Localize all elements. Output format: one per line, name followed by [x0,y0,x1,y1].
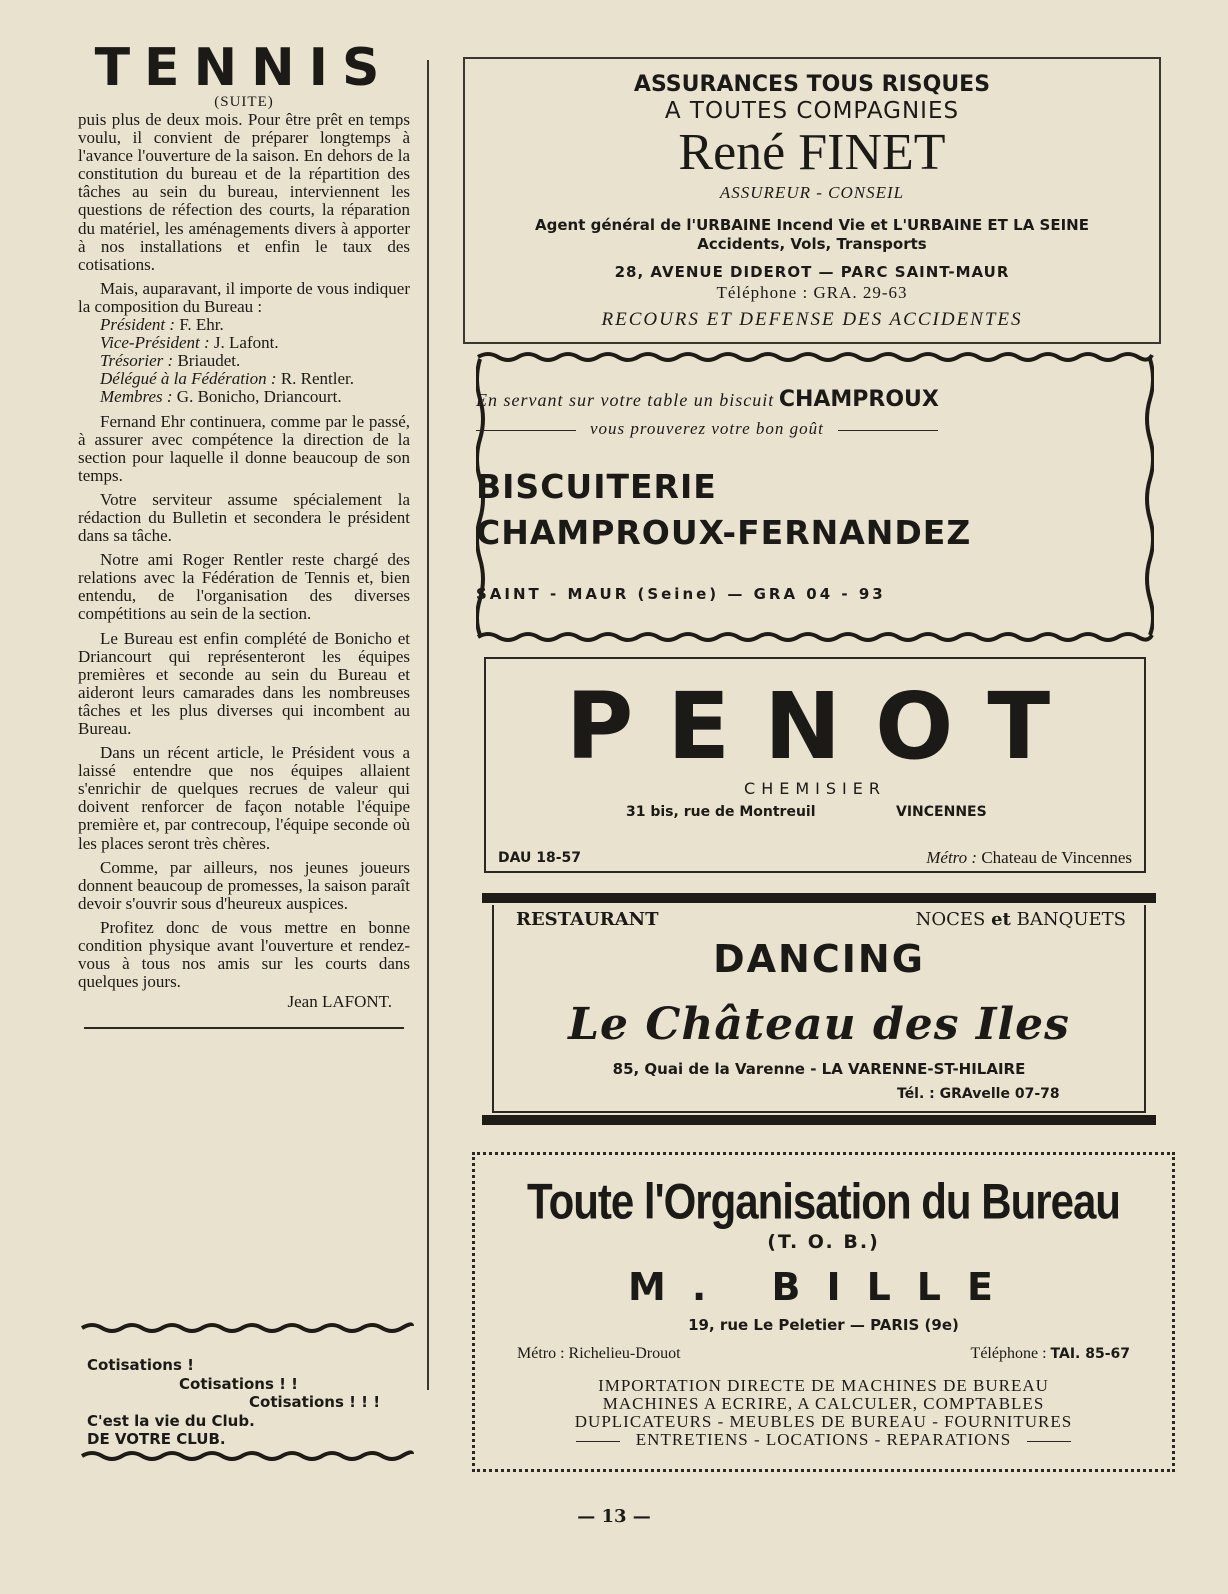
ad-address: SAINT - MAUR (Seine) — GRA 04 - 93 [476,585,886,603]
ad-description [475,1377,1172,1449]
ad-headline: Toute l'Organisation du Bureau [527,1173,1120,1230]
article-paragraph: Le Bureau est enfin complété de Bonicho et Driancourt qui représenteront les équipes premières et seconde au sein du Bureau et aideront leurs camarades dans les nombreuses tâches et les plus diverses qui incombent au Bureau. [78,628,410,738]
column-divider [427,60,429,1390]
article-paragraph: Profitez donc de vous mettre en bonne condition physique avant l'ouverture et rendez-vous à tous nos amis sur les courts dans quelques jours. [78,917,410,992]
metro-station: Chateau de Vincennes [981,848,1132,867]
ad-address: 19, rue Le Peletier — PARIS (9e) [688,1316,959,1334]
ad-metro [926,848,1132,868]
desc-line: DUPLICATEURS - MEUBLES DE BUREAU - FOURNITURES [574,1412,1073,1431]
events-c: BANQUETS [1016,909,1126,930]
ad-agent: Agent général de l'URBAINE Incend Vie et L'URBAINE ET LA SEINE [535,216,1089,234]
ad-agent-lines: Accidents, Vols, Transports [697,235,927,253]
tagline-text: En servant sur votre table un biscuit [476,390,775,410]
ad-name: Le Château des Iles [568,999,1070,1050]
ad-address: 85, Quai de la Varenne - LA VARENNE-ST-HILAIRE [612,1060,1026,1078]
roster-role: Vice-Président : [100,333,210,353]
ad-chateau-des-iles [482,893,1156,1136]
roster-name: G. Bonicho, Driancourt. [176,387,342,407]
ad-phone: DAU 18-57 [498,850,582,866]
tennis-article [78,40,410,1029]
roster-item [100,370,410,388]
desc-line: IMPORTATION DIRECTE DE MACHINES DE BUREAU [598,1376,1049,1395]
wavy-rule-top [78,1320,416,1334]
ad-dancing: DANCING [713,937,925,981]
ad-address: 31 bis, rue de Montreuil [626,804,816,820]
ad-person: M. BILLE [628,1265,1019,1309]
article-paragraph: Votre serviteur assume spécialement la rédaction du Bulletin et secondera le président dans sa tâche. [78,489,410,546]
desc-line-wrap [475,1431,1172,1449]
roster-item [100,316,410,334]
ad-metro: Métro : Richelieu-Drouot [517,1345,681,1362]
cotis-line: DE VOTRE CLUB. [87,1430,226,1448]
ad-headline: ASSURANCES TOUS RISQUES [633,72,991,97]
dash-rule [1027,1441,1071,1442]
ad-headline: BISCUITERIE [476,467,717,506]
roster-name: F. Ehr. [179,315,224,335]
ad-events [916,909,1126,930]
bureau-roster [100,316,410,406]
article-paragraph: puis plus de deux mois. Pour être prêt en temps voulu, il convient de préparer longtemps à l'avance l'ouverture de la saison. En dehors de la constitution du bureau et de la répartition des tâches au sein du bureau, interviennent les questions de réfection des courts, la réparation du matériel, les aménagements divers à apporter à nos installations et enfin le taux des cotisations. [78,110,410,274]
article-paragraph: Fernand Ehr continuera, comme par le passé, à assurer avec compétence la direction de la section pour laquelle il donne beaucoup de son temps. [78,411,410,485]
ad-tagline-2 [476,419,1154,439]
events-b: et [991,909,1011,930]
cotis-line: C'est la vie du Club. [87,1411,255,1430]
ad-finet-insurance [463,57,1161,344]
wavy-rule-bottom [78,1448,416,1462]
ad-role: ASSUREUR - CONSEIL [719,183,905,202]
roster-role: Délégué à la Fédération : [100,369,277,389]
ad-phone [971,1345,1130,1363]
ad-subheadline: A TOUTES COMPAGNIES [664,98,960,124]
ad-penot-shirtmaker [484,657,1146,873]
article-subtitle: (SUITE) [214,94,274,110]
ad-phone: Tél. : GRAvelle 07-78 [897,1086,1060,1102]
roster-name: J. Lafont. [213,333,279,353]
roster-name: R. Rentler. [280,369,355,389]
black-bar-bottom [482,1115,1156,1125]
ad-company: CHAMPROUX-FERNANDEZ [476,513,972,552]
roster-role: Trésorier : [100,351,174,371]
cotis-line: Cotisations ! [87,1356,194,1374]
desc-line: ENTRETIENS - LOCATIONS - REPARATIONS [635,1430,1012,1449]
ad-address: 28, AVENUE DIDEROT — PARC SAINT-MAUR [614,263,1010,281]
ad-restaurant: RESTAURANT [516,909,659,930]
desc-line: MACHINES A ECRIRE, A CALCULER, COMPTABLES [602,1394,1045,1413]
article-paragraph: Comme, par ailleurs, nos jeunes joueurs donnent beaucoup de promesses, la saison paraît devoir s'ouvrir sous d'heureux auspices. [78,857,410,913]
ad-tagline [476,387,1154,412]
ad-city: VINCENNES [896,804,987,820]
tagline-text-2: vous prouverez votre bon goût [590,419,824,438]
events-a: NOCES [915,909,986,930]
ad-tob-office [472,1152,1175,1472]
dash-rule [576,1441,620,1442]
divider [84,1027,404,1029]
cotisations-box [78,1320,416,1470]
article-paragraph: Mais, auparavant, il importe de vous indiquer la composition du Bureau : [78,278,410,316]
cotis-line: Cotisations ! ! ! [249,1393,381,1411]
ad-footer: RECOURS ET DEFENSE DES ACCIDENTES [601,309,1023,330]
black-bar-top [482,893,1156,903]
article-body [78,111,410,1029]
cotis-line: Cotisations ! ! [179,1374,299,1393]
article-paragraph: Dans un récent article, le Président vous a laissé entendre que nos équipes allaient s'enrichir de quelques recrues de valeur qui doivent renforcer de façon notable l'équipe première et, par contrecoup, l'équipe seconde où les places seront très chères. [78,743,410,853]
ad-acronym: (T. O. B.) [767,1231,880,1253]
roster-item [100,352,410,370]
ad-name: PENOT [565,673,1085,780]
ad-phone: Téléphone : GRA. 29-63 [716,283,908,302]
ad-champroux-biscuits [476,349,1154,647]
article-title: TENNIS [94,38,394,98]
roster-item [100,388,410,406]
article-paragraph: Notre ami Roger Rentler reste chargé des relations avec la Fédération de Tennis et, bien entendu, de l'organisation des diverses compétitions au sein de la section. [78,550,410,624]
dash-rule [476,430,576,431]
roster-role: Président : [100,315,176,335]
ad-trade: CHEMISIER [744,779,886,798]
roster-role: Membres : [100,387,173,407]
roster-name: Briaudet. [177,351,241,371]
dash-rule [838,430,938,431]
cotisations-text [87,1356,415,1449]
page-number: — 13 — [577,1506,651,1527]
article-signature: Jean LAFONT. [287,992,392,1012]
roster-item [100,334,410,352]
ad-name: René FINET [678,124,946,181]
tagline-brand: CHAMPROUX [778,387,939,412]
phone-label: Téléphone : [970,1345,1047,1362]
phone-number: TAI. 85-67 [1050,1346,1130,1362]
metro-label: Métro : [926,848,978,867]
